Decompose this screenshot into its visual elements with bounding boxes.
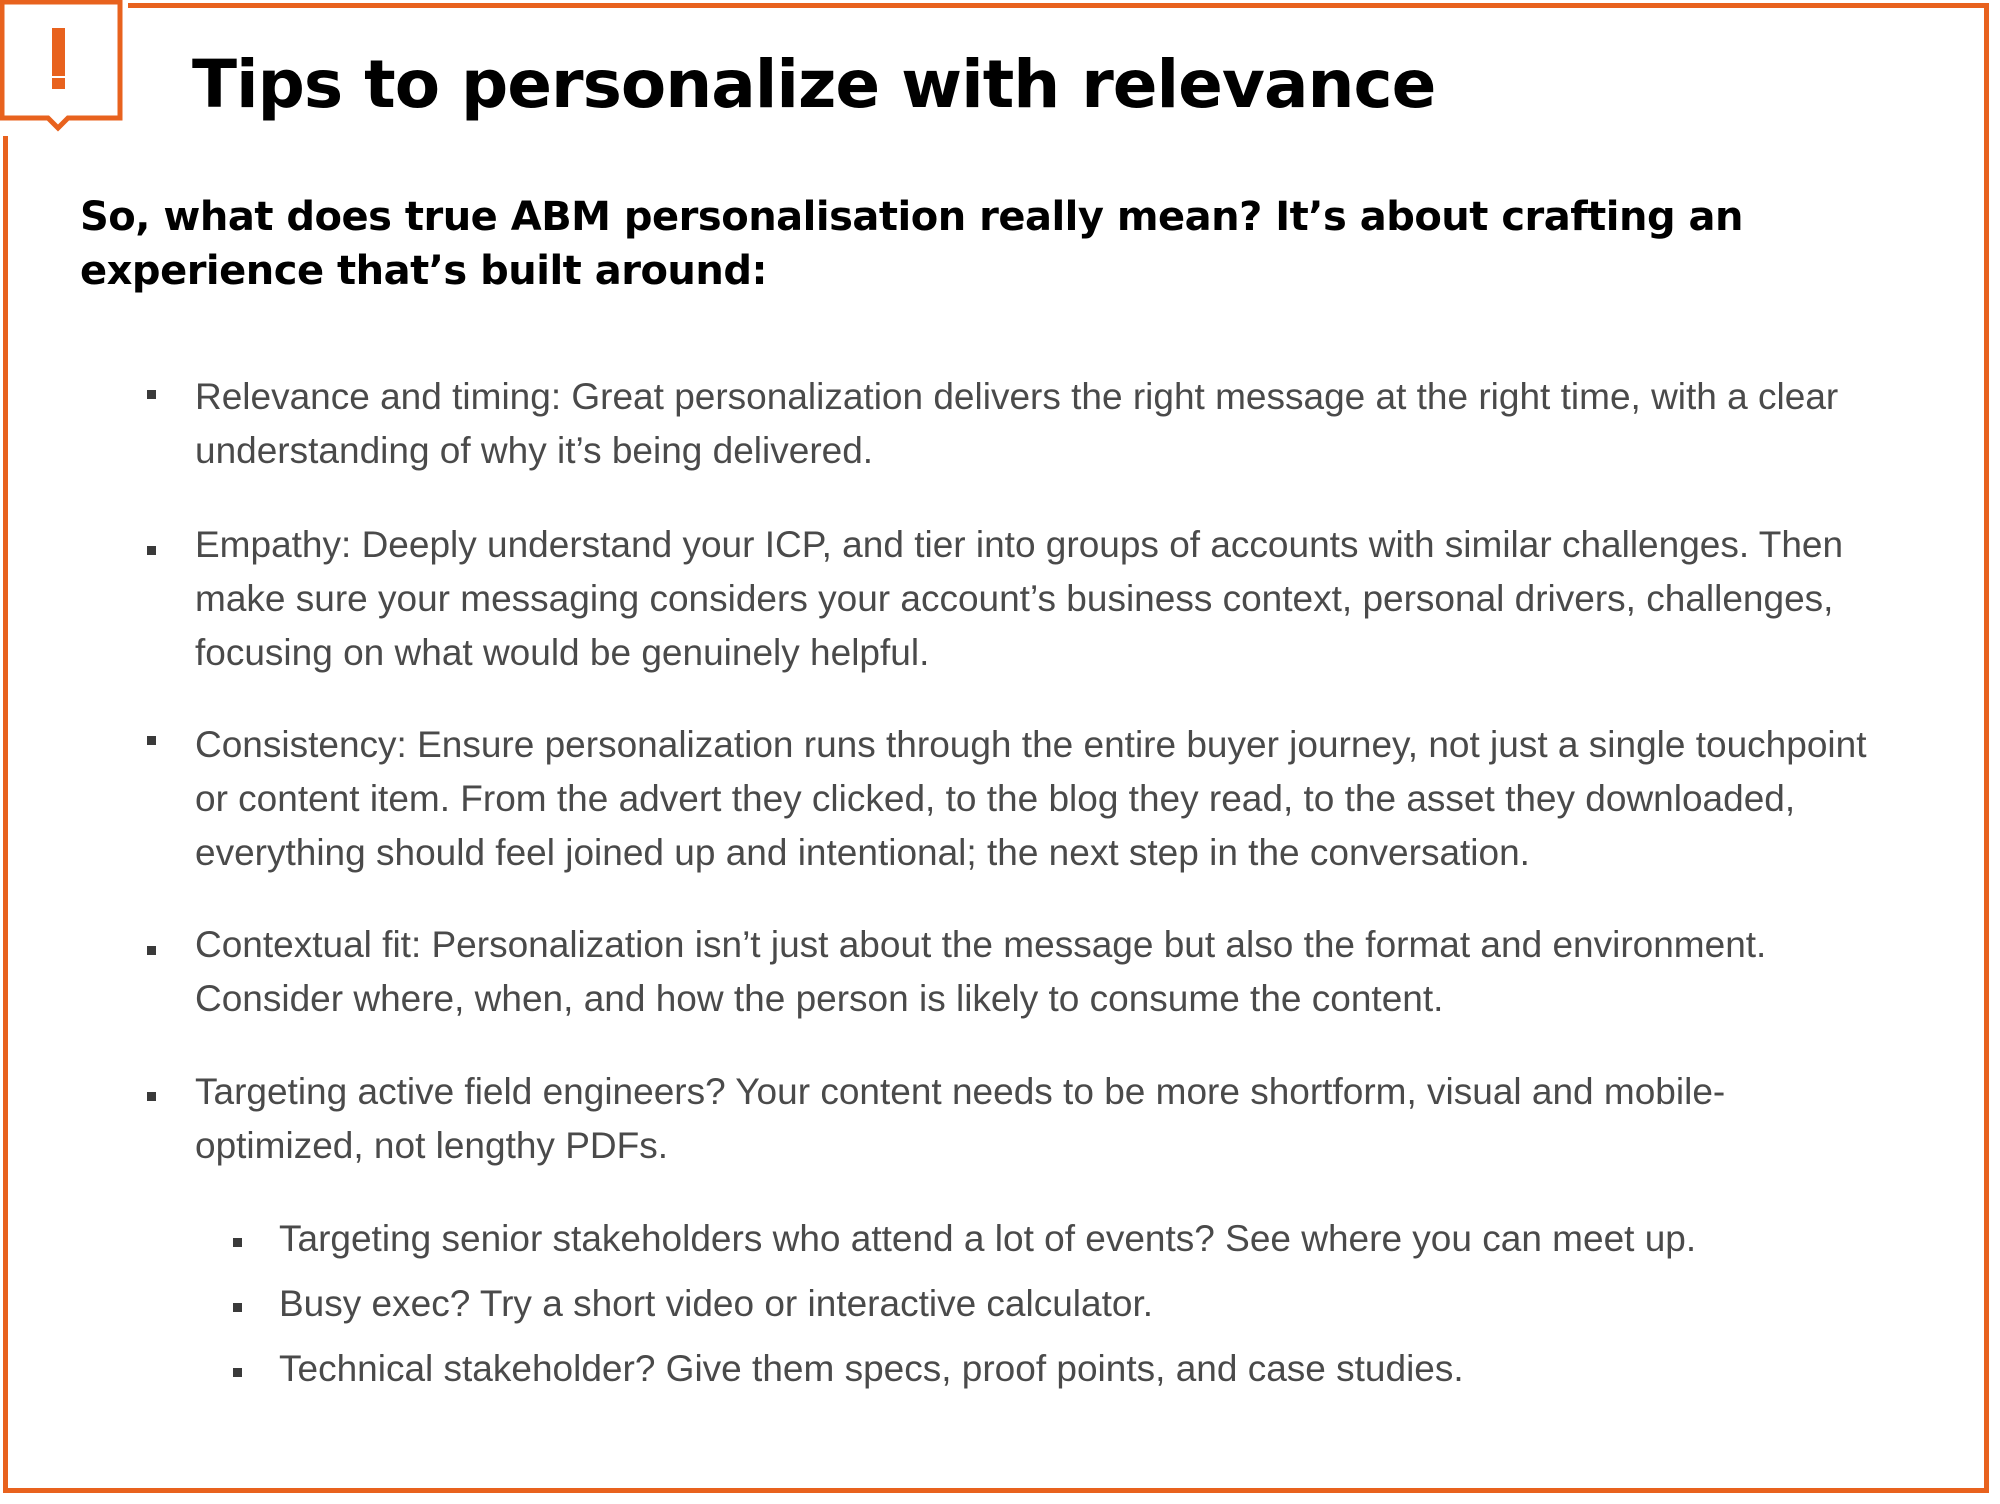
sub-bullet-technical-stakeholder: Technical stakeholder? Give them specs, proof points, and case studies. (279, 1348, 1464, 1389)
bullet-empathy: Empathy: Deeply understand your ICP, and tier into groups of accounts with similar challenges. Then make sure your messaging considers your account’s business context, personal drivers, challenges, focusing on what would be genuinely helpful. (195, 524, 1844, 673)
bullet-relevance-timing: Relevance and timing: Great personalization delivers the right message at the right time, with a clear understanding of why it’s being delivered. (195, 376, 1839, 471)
sub-bullet-marker (233, 1238, 242, 1247)
bullet-consistency: Consistency: Ensure personalization runs through the entire buyer journey, not just a single touchpoint or content item. From the advert they clicked, to the blog they read, to the asset they downloaded, everything should feel joined up and intentional; the next step in the conversation. (195, 724, 1867, 873)
bullet-marker (147, 1092, 156, 1101)
bullet-field-engineers: Targeting active field engineers? Your content needs to be more shortform, visual and mobile-optimized, not lengthy PDFs. (195, 1071, 1726, 1166)
sub-bullet-marker (233, 1303, 242, 1312)
bullet-marker (147, 736, 156, 745)
sub-bullet-busy-exec: Busy exec? Try a short video or interactive calculator. (279, 1283, 1154, 1324)
page-title: Tips to personalize with relevance (192, 46, 1436, 123)
sub-bullet-senior-stakeholders: Targeting senior stakeholders who attend a lot of events? See where you can meet up. (279, 1218, 1697, 1259)
bullet-marker (147, 546, 156, 555)
bullet-contextual-fit: Contextual fit: Personalization isn’t just about the message but also the format and environment. Consider where, when, and how the person is likely to consume the content. (195, 924, 1767, 1019)
bullet-marker (147, 946, 156, 955)
sub-bullet-marker (233, 1368, 242, 1377)
intro-paragraph: So, what does true ABM personalisation really mean? It’s about crafting an experience that’s built around: (80, 194, 1743, 294)
bullet-marker (147, 390, 156, 399)
